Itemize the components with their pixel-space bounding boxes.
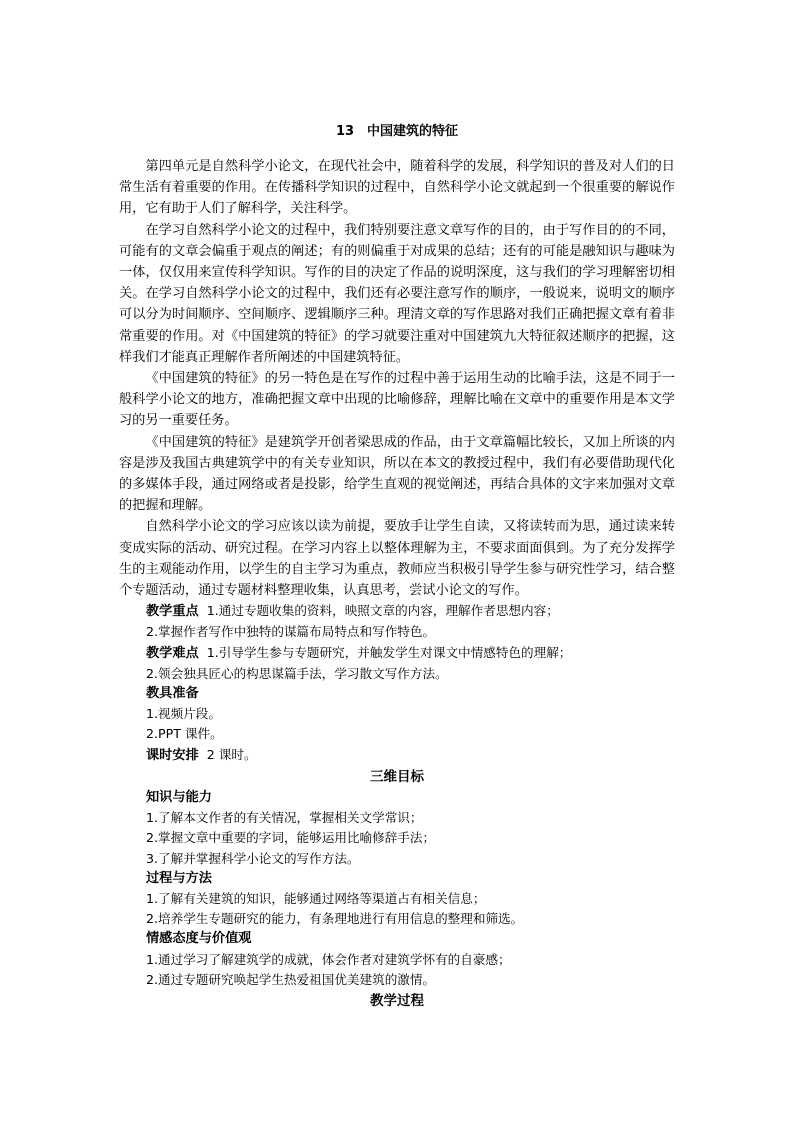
three-goals-heading: 三维目标: [370, 768, 424, 785]
knowledge-item-2: 2.掌握文章中重要的字词，能够运用比喻修辞手法；: [146, 830, 436, 846]
schedule-value: 2 课时。: [206, 746, 257, 762]
schedule-label: 课时安排: [146, 747, 199, 763]
intro-paragraph-3: 《中国建筑的特征》的另一特色是在写作的过程中善于运用生动的比喻手法，这是不同于一般科学小论文的地方，准确把握文章中出现的比喻修辞，理解比喻在文章中的重要作用是本文学习的另一重要任务。: [119, 371, 675, 429]
document-body: [119, 156, 675, 1012]
process-item-2: 2.培养学生专题研究的能力，有条理地进行有用信息的整理和筛选。: [146, 911, 524, 927]
intro-paragraph-4: 《中国建筑的特征》是建筑学开创者梁思成的作品，由于文章篇幅比较长，又加上所谈的内容是涉及我国古典建筑学中的有关专业知识，所以在本文的教授过程中，我们有必要借助现代化的多媒体手段，通过网络或者是投影，给学生直观的视觉阐述，再结合具体的文字来加强对文章的把握和理解。: [119, 434, 675, 514]
intro-paragraph-1: 第四单元是自然科学小论文，在现代社会中，随着科学的发展，科学知识的普及对人们的日常生活有着重要的作用。在传播科学知识的过程中，自然科学小论文就起到一个很重要的解说作用，它有助于人们了解科学，关注科学。: [119, 159, 675, 217]
intro-paragraph-2: 在学习自然科学小论文的过程中，我们特别要注意文章写作的目的，由于写作目的的不同，可能有的文章会偏重于观点的阐述；有的则偏重于对成果的总结；还有的可能是融知识与趣味为一体，仅仅用来宣传科学知识。写作的目的决定了作品的说明深度，这与我们的学习理解密切相关。在学习自然科学小论文的过程中，我们还有必要注意写作的顺序，一般说来，说明文的顺序可以分为时间顺序、空间顺序、逻辑顺序三种。理清文章的写作思路对我们正确把握文章有着非常重要的作用。对《中国建筑的特征》的学习就要注重对中国建筑九大特征叙述顺序的把握，这样我们才能真正理解作者所阐述的中国建筑特征。: [119, 222, 675, 365]
schedule-line: [119, 745, 675, 766]
document-title: 13 中国建筑的特征: [335, 124, 459, 139]
difficulties-item-1: 1.引导学生参与专题研究，并触发学生对课文中情感特色的理解；: [206, 644, 572, 660]
difficulties-label: 教学难点: [146, 645, 199, 661]
difficulties-item-2: 2.领会独具匠心的构思谋篇手法，学习散文写作方法。: [146, 665, 448, 681]
difficulties-line: [119, 643, 675, 664]
process-item-1: 1.了解有关建筑的知识，能够通过网络等渠道占有相关信息；: [146, 890, 486, 906]
key-points-line: [119, 601, 675, 622]
tools-heading: 教具准备: [146, 686, 199, 702]
knowledge-item-3: 3.了解并掌握科学小论文的写作方法。: [146, 850, 360, 866]
emotion-item-2: 2.通过专题研究唤起学生热爱祖国优美建筑的激情。: [146, 971, 436, 987]
tools-item-2: 2.PPT 课件。: [146, 726, 223, 742]
key-points-label: 教学重点: [146, 604, 199, 620]
tools-item-1: 1.视频片段。: [146, 706, 221, 722]
teaching-process-heading: 教学过程: [370, 992, 424, 1009]
process-heading: 过程与方法: [146, 870, 212, 886]
key-points-item-2: 2.掌握作者写作中独特的谋篇布局特点和写作特色。: [146, 624, 436, 640]
intro-paragraph-5: 自然科学小论文的学习应该以读为前提，要放手让学生自读，又将读转而为思，通过读来转变成实际的活动、研究过程。在学习内容上以整体理解为主，不要求面面俱到。为了充分发挥学生的主观能动作用，以学生的自主学习为重点，教师应当积极引导学生参与研究性学习，结合整个专题活动，通过专题材料整理收集，认真思考，尝试小论文的写作。: [119, 519, 675, 599]
emotion-heading: 情感态度与价值观: [146, 931, 252, 947]
knowledge-item-1: 1.了解本文作者的有关情况，掌握相关文学常识；: [146, 810, 423, 826]
knowledge-heading: 知识与能力: [146, 789, 212, 805]
key-points-item-1: 1.通过专题收集的资料，映照文章的内容，理解作者思想内容；: [206, 603, 559, 619]
emotion-item-1: 1.通过学习了解建筑学的成就，体会作者对建筑学怀有的自豪感；: [146, 951, 511, 967]
